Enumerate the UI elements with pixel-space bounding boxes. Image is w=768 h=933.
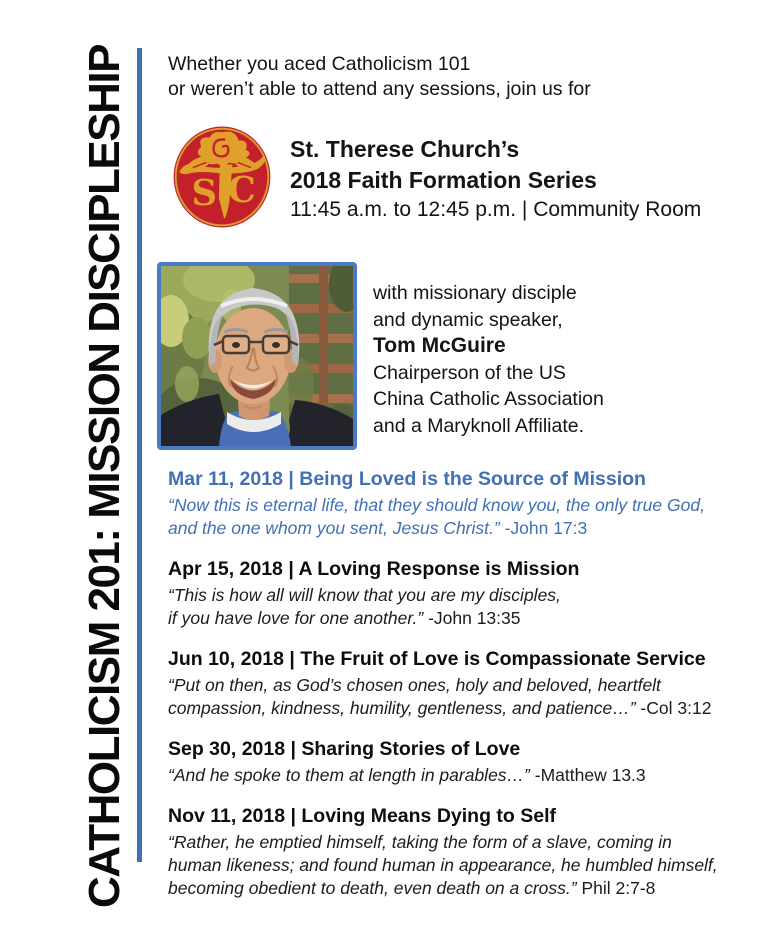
intro-line-1: Whether you aced Catholicism 101 [168, 53, 471, 75]
intro-line-2: or weren’t able to attend any sessions, join us for [168, 78, 591, 100]
vertical-divider-line [137, 48, 142, 862]
session-separator: | [285, 738, 302, 760]
speaker-photo [157, 262, 357, 450]
session-quote: “Put on then, as God’s chosen ones, holy and beloved, heartfelt compassion, kindness, humility, gentleness, and patience…” -Col 3:12 [168, 675, 712, 718]
session-list [168, 467, 760, 917]
session-quote: “Rather, he emptied himself, taking the form of a slave, coming in human likeness; and found human in appearance, he humbled himself, becoming obedient to death, even death on a cross.” Phil 2:7-8 [168, 832, 718, 898]
session-title: Sharing Stories of Love [301, 738, 521, 760]
scripture-reference: -Matthew 13.3 [529, 765, 646, 785]
session-date: Nov 11, 2018 [168, 805, 286, 827]
session-heading [168, 737, 760, 762]
session-entry [168, 557, 760, 630]
session-quote: “And he spoke to them at length in parables…” -Matthew 13.3 [168, 765, 646, 785]
speaker-intro-line-2: and dynamic speaker, [373, 308, 563, 331]
scripture-reference: Phil 2:7-8 [576, 878, 656, 898]
speaker-bio [373, 262, 604, 439]
church-name: St. Therese Church’s [290, 136, 520, 162]
session-date: Jun 10, 2018 [168, 648, 284, 670]
session-date: Sep 30, 2018 [168, 738, 286, 760]
scripture-reference: -Col 3:12 [635, 698, 712, 718]
session-separator: | [284, 648, 301, 670]
session-separator: | [285, 805, 302, 827]
session-date: Apr 15, 2018 [168, 558, 283, 580]
logo-letter-c: C [227, 169, 256, 211]
session-heading [168, 467, 760, 492]
scripture-reference: -John 13:35 [423, 608, 521, 628]
session-separator: | [282, 468, 300, 490]
session-date: Mar 11, 2018 [168, 468, 283, 490]
session-heading [168, 557, 760, 582]
session-title: Being Loved is the Source of Mission [299, 468, 646, 490]
scripture-reference: -John 17:3 [499, 518, 588, 538]
session-title: A Loving Response is Mission [298, 558, 580, 580]
session-heading [168, 804, 760, 829]
session-title: Loving Means Dying to Self [301, 805, 556, 827]
speaker-role-line-1: Chairperson of the US [373, 361, 566, 384]
logo-letter-s: S [191, 173, 218, 215]
series-title-block [290, 125, 701, 224]
speaker-intro-line-1: with missionary disciple [373, 282, 577, 304]
vertical-banner-title: CATHOLICISM 201: MISSION DISCIPLESHIP [80, 45, 129, 908]
speaker-name: Tom McGuire [373, 334, 506, 357]
stc-church-logo-icon [172, 125, 272, 229]
intro-paragraph [168, 52, 728, 102]
speaker-section [157, 262, 604, 450]
session-entry [168, 804, 760, 900]
session-quote: “Now this is eternal life, that they should know you, the only true God, and the one whom you sent, Jesus Christ.” -John 17:3 [168, 495, 705, 538]
session-quote: “This is how all will know that you are my disciples, if you have love for one another.” -John 13:35 [168, 585, 561, 628]
session-title: The Fruit of Love is Compassionate Service [300, 648, 706, 670]
series-name: 2018 Faith Formation Series [290, 167, 597, 193]
session-entry [168, 647, 760, 720]
speaker-role-line-2: China Catholic Association [373, 388, 604, 410]
event-header [168, 125, 701, 229]
session-entry [168, 737, 760, 787]
session-entry [168, 467, 760, 540]
speaker-role-line-3: and a Maryknoll Affiliate. [373, 414, 585, 437]
time-and-location: 11:45 a.m. to 12:45 p.m. | Community Room [290, 198, 702, 221]
session-separator: | [282, 558, 299, 580]
session-heading [168, 647, 760, 672]
